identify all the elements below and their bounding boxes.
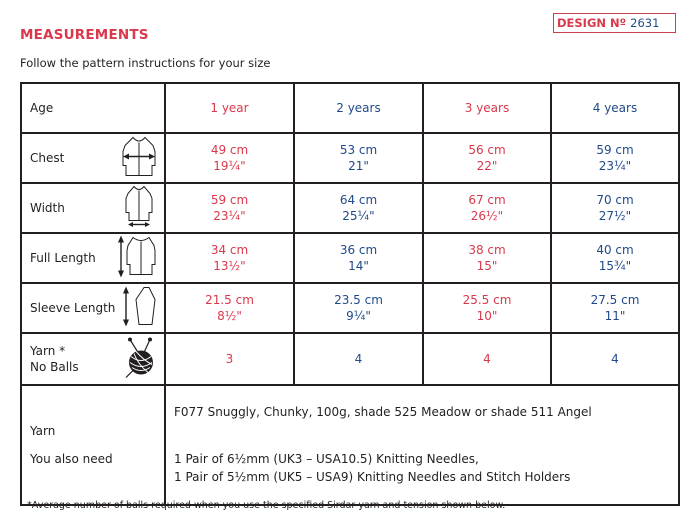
row-label: Full Length <box>30 251 96 265</box>
row-label-cell <box>21 133 165 183</box>
materials-value-cell <box>165 385 679 505</box>
value-inches: 9¼" <box>346 309 371 323</box>
measurement-cell <box>294 183 423 233</box>
measurement-cell <box>423 283 551 333</box>
row-label-cell <box>21 283 165 333</box>
value-cm: 64 cm <box>339 193 378 207</box>
value-cm: 21.5 cm <box>205 293 254 307</box>
table-row-sleeve-length <box>21 283 679 333</box>
value-cm: 27.5 cm <box>590 293 640 307</box>
design-label: DESIGN Nº <box>557 16 627 30</box>
value-inches: 21" <box>348 159 369 173</box>
sleeve-length-icon <box>122 285 158 332</box>
yarn-ball-needles-icon <box>122 337 158 382</box>
cardigan-hem-width-icon <box>120 185 158 232</box>
value-cm: 40 cm <box>596 243 634 257</box>
row-label-cell <box>21 233 165 283</box>
value-cm: 56 cm <box>468 143 506 157</box>
measurement-cell <box>423 183 551 233</box>
value-cm: 59 cm <box>596 143 634 157</box>
ball-count: 3 <box>165 333 294 385</box>
value-inches: 22" <box>476 159 498 173</box>
row-label-line: Yarn * <box>30 344 66 358</box>
ball-count: 4 <box>294 333 423 385</box>
measurements-table <box>20 82 680 506</box>
row-label: Age <box>30 101 54 115</box>
design-number-box <box>553 13 676 33</box>
value-inches: 25¼" <box>342 209 375 223</box>
table-row-width <box>21 183 679 233</box>
row-label-cell <box>21 183 165 233</box>
row-label-cell <box>21 83 165 133</box>
value-cm: 49 cm <box>210 143 249 157</box>
table-row-yarn-balls <box>21 333 679 385</box>
row-label: Sleeve Length <box>30 301 116 315</box>
table-row-materials <box>21 385 679 505</box>
value-inches: 15" <box>476 259 498 273</box>
measurement-cell <box>165 233 294 283</box>
also-need-list <box>174 450 670 486</box>
size-header: 1 year <box>165 83 294 133</box>
size-header: 2 years <box>294 83 423 133</box>
value-cm: 25.5 cm <box>462 293 512 307</box>
row-label-cell <box>21 333 165 385</box>
value-cm: 70 cm <box>596 193 634 207</box>
value-inches: 27½" <box>598 209 632 223</box>
value-cm: 36 cm <box>339 243 378 257</box>
row-label <box>30 343 79 375</box>
value-inches: 19¼" <box>213 159 246 173</box>
value-inches: 13½" <box>213 259 246 273</box>
measurement-cell <box>423 133 551 183</box>
size-header: 3 years <box>423 83 551 133</box>
value-cm: 59 cm <box>210 193 249 207</box>
ball-count: 4 <box>551 333 679 385</box>
value-inches: 23¼" <box>213 209 246 223</box>
value-cm: 38 cm <box>468 243 506 257</box>
also-need-item: 1 Pair of 6½mm (UK3 – USA10.5) Knitting Needles, <box>174 452 479 466</box>
footnote: *Average number of balls required when you use the specified Sirdar yarn and tension shown below. <box>27 500 506 511</box>
cardigan-full-length-icon <box>116 235 158 282</box>
value-inches: 26½" <box>470 209 504 223</box>
value-inches: 15¾" <box>598 259 632 273</box>
measurement-cell <box>165 183 294 233</box>
measurement-cell <box>551 283 679 333</box>
row-label-line: No Balls <box>30 360 79 374</box>
measurement-cell <box>294 233 423 283</box>
also-need-item: 1 Pair of 5½mm (UK5 – USA9) Knitting Needles and Stitch Holders <box>174 470 571 484</box>
measurement-cell <box>165 283 294 333</box>
instructions-text: Follow the pattern instructions for your size <box>20 56 271 70</box>
measurement-cell <box>165 133 294 183</box>
value-inches: 23¼" <box>598 159 632 173</box>
value-cm: 67 cm <box>468 193 506 207</box>
section-title: MEASUREMENTS <box>20 27 149 43</box>
measurement-cell <box>551 133 679 183</box>
ball-count: 4 <box>423 333 551 385</box>
design-number: 2631 <box>630 16 660 30</box>
table-row-full-length <box>21 233 679 283</box>
row-label: Width <box>30 201 65 215</box>
cardigan-chest-width-icon <box>120 136 158 181</box>
measurement-cell <box>551 183 679 233</box>
also-need-label: You also need <box>30 452 113 466</box>
size-header: 4 years <box>551 83 679 133</box>
value-cm: 23.5 cm <box>334 293 383 307</box>
measurement-cell <box>551 233 679 283</box>
table-row-chest <box>21 133 679 183</box>
value-inches: 8½" <box>217 309 242 323</box>
measurement-cell <box>423 233 551 283</box>
yarn-value: F077 Snuggly, Chunky, 100g, shade 525 Meadow or shade 511 Angel <box>174 405 592 419</box>
value-inches: 14" <box>348 259 369 273</box>
measurement-cell <box>294 133 423 183</box>
table-row-age <box>21 83 679 133</box>
row-label: Chest <box>30 151 65 165</box>
measurement-cell <box>294 283 423 333</box>
value-cm: 34 cm <box>210 243 249 257</box>
yarn-label: Yarn <box>30 424 56 438</box>
value-cm: 53 cm <box>339 143 378 157</box>
materials-label-cell <box>21 385 165 505</box>
value-inches: 11" <box>604 309 626 323</box>
value-inches: 10" <box>476 309 498 323</box>
